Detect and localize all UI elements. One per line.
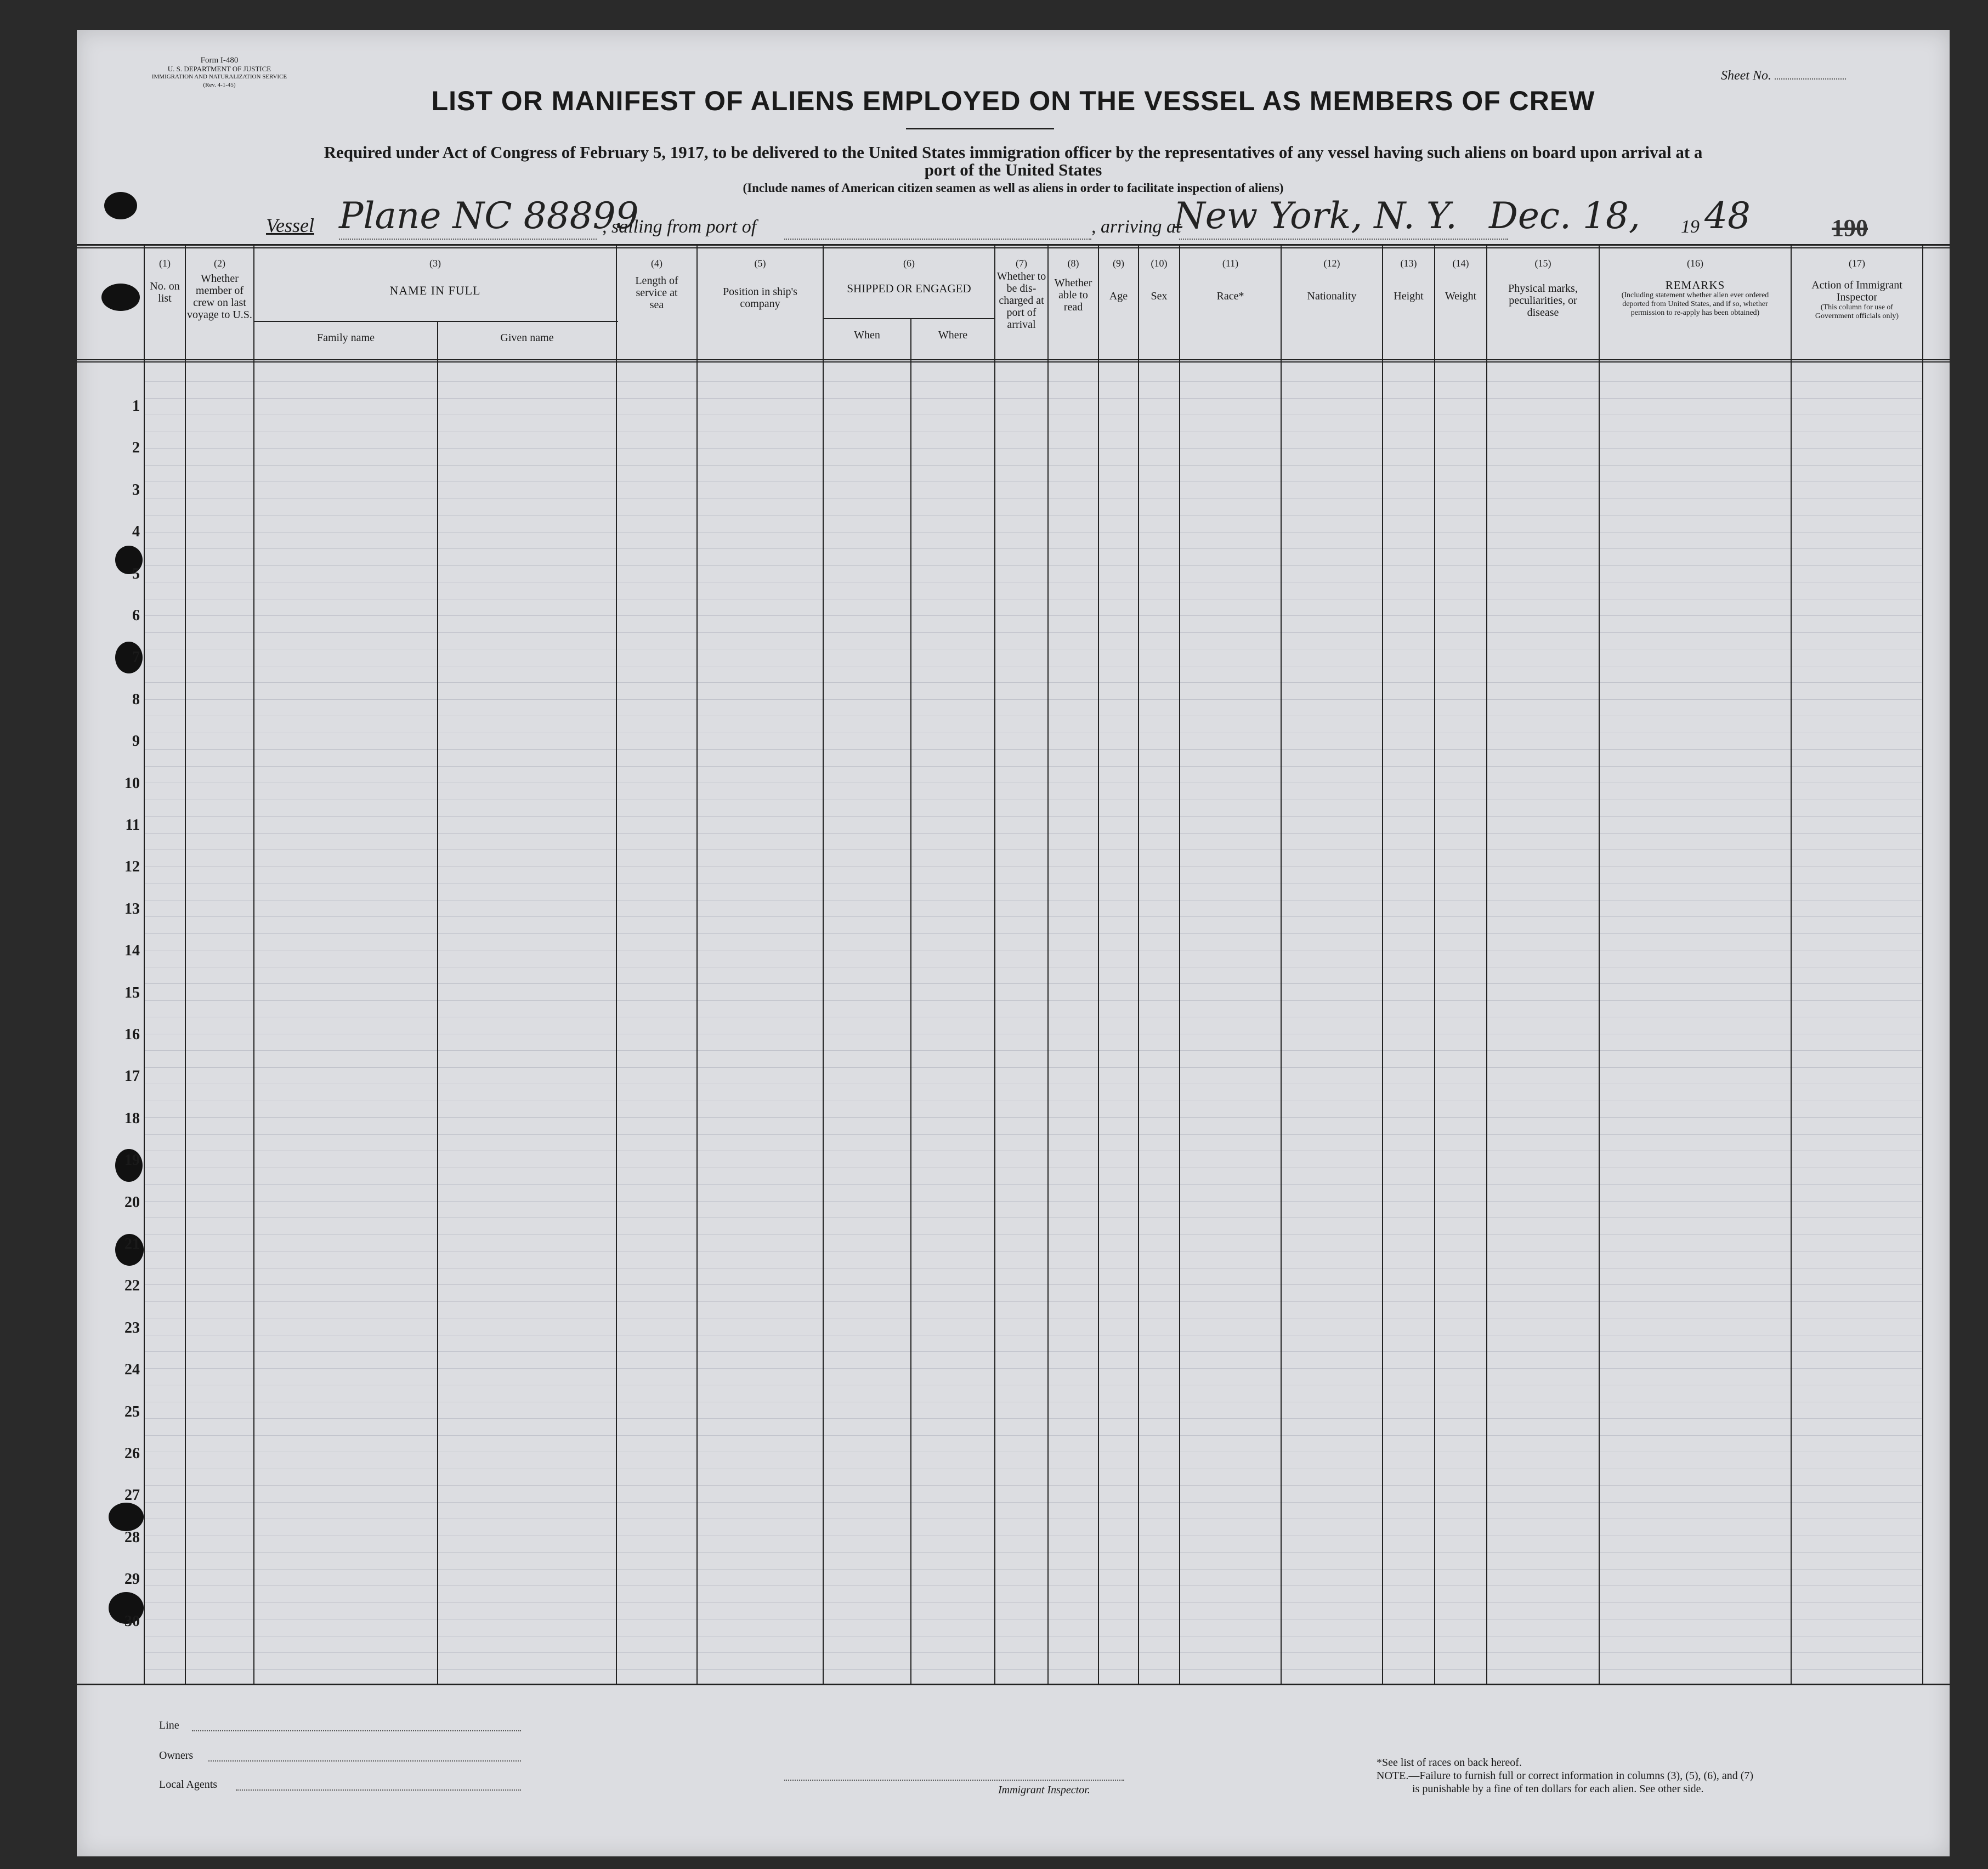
- column-5-number: (5): [754, 258, 766, 269]
- column-7-label: Whether to be dis-charged at port of arrival: [996, 270, 1046, 331]
- ruling-line: [145, 565, 1922, 566]
- ruling-line: [145, 1201, 1922, 1202]
- column-2-number: (2): [214, 258, 225, 269]
- ruling-line: [145, 1552, 1922, 1553]
- ruling-line: [145, 1585, 1922, 1586]
- ruling-line: [145, 682, 1922, 683]
- table-bottom-rule: [77, 1684, 1950, 1685]
- row-number: 28: [124, 1528, 140, 1546]
- ruling-line: [145, 1602, 1922, 1603]
- department: U. S. DEPARTMENT OF JUSTICE: [167, 65, 271, 73]
- ruling-line: [145, 1134, 1922, 1135]
- ruling-line: [145, 1217, 1922, 1218]
- ruling-line: [145, 1368, 1922, 1369]
- row-number: 1: [132, 398, 140, 415]
- ruling-line: [145, 816, 1922, 817]
- vessel-label: Vessel: [266, 214, 314, 236]
- row-number: 25: [124, 1403, 140, 1420]
- year-prefix: 19: [1681, 217, 1700, 237]
- column-12-label: Nationality: [1307, 290, 1357, 302]
- column-11-label: Race*: [1216, 290, 1244, 302]
- table-top-rule: [77, 244, 1950, 246]
- column-14-header: [1435, 258, 1486, 302]
- row-number: 26: [124, 1445, 140, 1462]
- when-header: When: [854, 329, 880, 341]
- column-14-label: Weight: [1445, 290, 1477, 302]
- row-number: 22: [124, 1277, 140, 1295]
- required-line-1: Required under Act of Congress of February 5, 1917, to be delivered to the United States immigration officer by the representatives of any vessel having such aliens on board upon arrival at a: [324, 143, 1703, 162]
- column-12-header: [1282, 258, 1382, 302]
- column-14-number: (14): [1452, 258, 1469, 269]
- row-number: 6: [132, 607, 140, 624]
- sheet-number: [1721, 69, 1846, 83]
- column-7-header: [995, 258, 1047, 331]
- row-number: 4: [132, 523, 140, 541]
- service: IMMIGRATION AND NATURALIZATION SERVICE: [151, 73, 287, 80]
- column-9-label: Age: [1109, 290, 1128, 302]
- family-name-header: Family name: [317, 332, 375, 344]
- column-10-label: Sex: [1151, 290, 1168, 302]
- column-8-header: [1049, 258, 1098, 313]
- column-15-number: (15): [1534, 258, 1551, 269]
- row-number: 18: [124, 1109, 140, 1127]
- row-number: 14: [124, 942, 140, 960]
- column-2-header: [186, 258, 253, 321]
- column-10-header: [1139, 258, 1179, 302]
- manifest-sheet: [77, 30, 1950, 1856]
- ruling-line: [145, 1301, 1922, 1302]
- ruling-line: [145, 381, 1922, 382]
- row-number: 16: [124, 1026, 140, 1043]
- form-id-block: [137, 56, 302, 89]
- ruling-line: [145, 1569, 1922, 1570]
- ruling-line: [145, 833, 1922, 834]
- column-15-label: Physical marks, peculiarities, or disease: [1508, 282, 1578, 319]
- ruling-line: [145, 849, 1922, 850]
- punch-hole: [104, 192, 137, 219]
- ruling-line: [145, 1351, 1922, 1352]
- column-6-label: SHIPPED OR ENGAGED: [847, 282, 971, 295]
- column-6-header: [824, 258, 994, 294]
- row-number: 17: [124, 1068, 140, 1085]
- ruling-line: [145, 1502, 1922, 1503]
- column-17-header: [1792, 258, 1922, 321]
- ruling-line: [145, 1234, 1922, 1235]
- column-6-number: (6): [903, 258, 915, 269]
- include-note: (Include names of American citizen seamen as well as aliens in order to facilitate inspection of aliens): [743, 181, 1284, 195]
- ruling-line: [145, 1652, 1922, 1653]
- ruling-line: [145, 983, 1922, 984]
- row-number: 2: [132, 439, 140, 457]
- column-1-number: (1): [159, 258, 171, 269]
- row-number: 7: [132, 649, 140, 666]
- row-number: 11: [125, 817, 140, 834]
- punch-hole: [109, 1503, 144, 1531]
- column-3-header: [254, 258, 616, 297]
- title-rule: [906, 128, 1054, 129]
- ruling-line: [145, 1117, 1922, 1118]
- date-value: Dec. 18,: [1489, 195, 1640, 237]
- row-number: 29: [124, 1571, 140, 1588]
- footer-owners-label: Owners: [159, 1749, 194, 1762]
- column-4-label: Length of service at sea: [635, 275, 678, 311]
- column-4-number: (4): [651, 258, 662, 269]
- footer-agents-label: Local Agents: [159, 1779, 218, 1791]
- column-17-number: (17): [1849, 258, 1865, 269]
- punch-hole: [101, 284, 140, 311]
- page-title: LIST OR MANIFEST OF ALIENS EMPLOYED ON THE VESSEL AS MEMBERS OF CREW: [431, 86, 1595, 116]
- column-16-label: REMARKS: [1665, 279, 1725, 292]
- required-line-2: port of the United States: [924, 160, 1102, 179]
- arriving-label: , arriving at: [1091, 217, 1181, 237]
- column-7-number: (7): [1016, 258, 1027, 269]
- ruling-line: [145, 1485, 1922, 1486]
- row-number: 3: [132, 481, 140, 499]
- ruling-line: [145, 1050, 1922, 1051]
- row-number: 24: [124, 1361, 140, 1379]
- footer-note-3: is punishable by a fine of ten dollars for each alien. See other side.: [1412, 1783, 1704, 1795]
- column-9-header: [1099, 258, 1138, 302]
- row-number: 21: [124, 1236, 140, 1253]
- row-number: 13: [124, 900, 140, 917]
- row-number: 20: [124, 1193, 140, 1211]
- sheet-label: Sheet No.: [1721, 69, 1771, 83]
- footer-note-2: NOTE.—Failure to furnish full or correct information in columns (3), (5), (6), and (7): [1377, 1770, 1754, 1782]
- row-number: 15: [124, 984, 140, 1001]
- form-number: Form I-480: [200, 56, 239, 65]
- column-13-number: (13): [1400, 258, 1417, 269]
- ruling-line: [145, 515, 1922, 516]
- ruling-line: [145, 548, 1922, 549]
- ruling-line: [145, 916, 1922, 917]
- column-10-number: (10): [1151, 258, 1168, 269]
- column-12-number: (12): [1323, 258, 1340, 269]
- column-5-label: Position in ship's company: [723, 286, 797, 310]
- row-number: 23: [124, 1319, 140, 1336]
- ruling-line: [145, 1418, 1922, 1419]
- row-number: 5: [132, 565, 140, 582]
- column-11-header: [1180, 258, 1281, 302]
- ruling-line: [145, 615, 1922, 616]
- column-15-header: [1487, 258, 1599, 319]
- column-4-header: [617, 258, 696, 311]
- ruling-line: [145, 933, 1922, 934]
- ruling-line: [145, 1184, 1922, 1185]
- row-number: 9: [132, 733, 140, 750]
- column-1-header: [145, 258, 185, 304]
- column-5-header: [698, 258, 823, 310]
- ruling-line: [145, 532, 1922, 533]
- column-11-number: (11): [1222, 258, 1239, 269]
- footer-inspector-label: Immigrant Inspector.: [998, 1784, 1090, 1796]
- ruling-line: [145, 1000, 1922, 1001]
- given-name-header: Given name: [500, 332, 554, 344]
- column-13-label: Height: [1394, 290, 1424, 302]
- column-8-number: (8): [1067, 258, 1079, 269]
- sailing-label: , sailing from port of: [602, 217, 757, 237]
- column-8-label: Whether able to read: [1054, 277, 1092, 313]
- ruling-line: [145, 1284, 1922, 1285]
- footer-note-1: *See list of races on back hereof.: [1377, 1757, 1522, 1769]
- year-printed: 190: [1832, 214, 1868, 241]
- row-number: 10: [124, 774, 140, 792]
- ruling-line: [145, 1435, 1922, 1436]
- ruling-line: [145, 699, 1922, 700]
- footer-line-label: Line: [159, 1719, 179, 1731]
- column-9-number: (9): [1113, 258, 1124, 269]
- vessel-value: Plane NC 88899: [339, 195, 639, 237]
- column-3-number: (3): [429, 258, 441, 269]
- column-3-label: NAME IN FULL: [389, 284, 481, 297]
- column-16-note: (Including statement whether alien ever ordered deported from United States, and if so, whether permission to re-apply has been obtained): [1621, 291, 1769, 317]
- header-bottom-rule: [77, 359, 1950, 360]
- ruling-line: [145, 749, 1922, 750]
- column-16-header: [1600, 258, 1791, 318]
- column-2-label: Whether member of crew on last voyage to U.S.: [187, 273, 252, 321]
- row-number: 27: [124, 1487, 140, 1504]
- column-17-label: Action of Immigrant Inspector: [1811, 279, 1902, 303]
- ruling-line: [145, 448, 1922, 449]
- ruling-line: [145, 465, 1922, 466]
- row-number: 12: [124, 858, 140, 876]
- column-16-number: (16): [1687, 258, 1703, 269]
- ruling-line: [145, 632, 1922, 633]
- column-17-note: (This column for use of Government officials only): [1815, 303, 1899, 320]
- where-header: Where: [938, 329, 968, 341]
- year-value: 48: [1704, 195, 1751, 237]
- column-13-header: [1383, 258, 1434, 302]
- column-1-label: No. on list: [150, 280, 180, 304]
- ruling-line: [145, 866, 1922, 867]
- arriving-value: New York, N. Y.: [1174, 195, 1457, 237]
- row-number: 30: [124, 1612, 140, 1630]
- ruling-line: [145, 1669, 1922, 1670]
- row-number: 19: [124, 1152, 140, 1169]
- revision: (Rev. 4-1-45): [203, 82, 236, 88]
- ruling-line: [145, 398, 1922, 399]
- ruling-line: [145, 1067, 1922, 1068]
- ruling-line: [145, 766, 1922, 767]
- row-number: 8: [132, 690, 140, 708]
